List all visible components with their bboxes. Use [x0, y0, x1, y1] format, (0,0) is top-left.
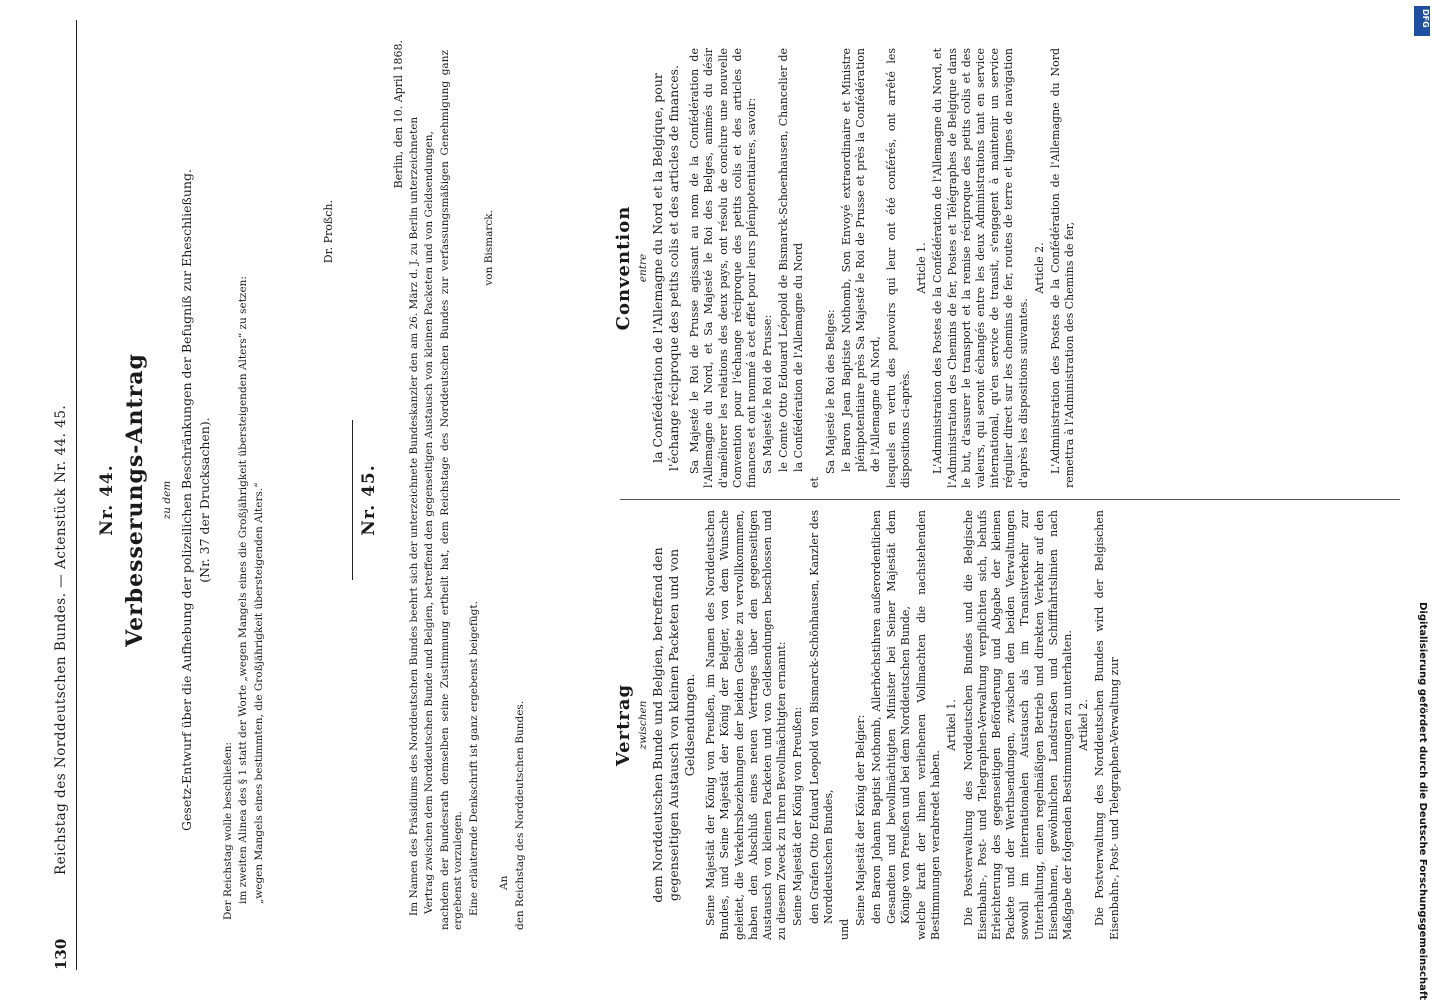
- vertrag-article-1: Die Postverwaltung des Norddeutschen Bundes und die Belgische Eisenbahn-, Post- und Telegraphen-Verwaltung verpflichten sich, behufs Erleichterung des gegenseitigen Beförderung und Abgabe der kleinen Packete und der Werthsendungen, zwischen den beiden Verwaltungen sowohl im internationalen Austausch als im Transitverkehr zur Unterhaltung, einen regelmäßigen Betrieb und direkten Verkehr auf den Eisenbahnen, gewöhnlichen Landstraßen und Schifffahrtslinien nach Maßgabe der folgenden Bestimmungen zu unterhalten.: [961, 510, 1075, 940]
- convention-article-1: L'Administration des Postes de la Confédération de l'Allemagne du Nord, et l'Administration des Chemins de fer, Postes et Télégraphes de Belgique dans le but, d'assurer le transport et la remise réciproque des petits colis et des valeurs, qui seront échangés entre les deux Administrations tant en service international, qu'en service de transit, s'engagent à maintenir un service régulier direct sur les chemins de fer, routes de terre et lignes de navigation d'après les dispositions suivantes.: [931, 48, 1030, 488]
- nr45-addressee-an: An: [498, 875, 511, 890]
- german-column: [612, 510, 1124, 940]
- nr44-heading: Verbesserungs-Antrag: [122, 353, 148, 647]
- convention-prussia-label: Sa Majesté le Roi de Prusse:: [761, 314, 775, 474]
- nr44-zu: zu dem: [161, 480, 173, 520]
- header-rule: [76, 20, 77, 970]
- page-number: 130: [52, 938, 70, 970]
- vertrag-belgium-plenipotentiary: den Baron Johann Baptist Nothomb, Allerhöchstihren außerordentlichen Gesandten und bevollmächtigten Minister bei Seiner Majestät dem Könige von Preußen und bei dem Norddeutschen Bunde,: [870, 510, 912, 924]
- vertrag-article-2-title: Artikel 2.: [1077, 699, 1091, 751]
- nr44-body-line: „wegen Mangels eines bestimmten, die Großjährigkeit übersteigenden Alters.“: [252, 482, 265, 904]
- convention-title: Convention: [613, 205, 634, 331]
- digitization-sidebar: [1400, 0, 1432, 1000]
- vertrag-vollmachten: welche kraft der ihnen verliehenen Vollmachten die nachstehenden Bestimmungen verabredet haben.: [915, 510, 943, 940]
- running-header: [52, 20, 76, 970]
- french-column: [612, 48, 1079, 488]
- nr45-body-line: Im Namen des Präsidiums des Norddeutschen Bundes beehrt sich der unterzeichnete Bundeskanzler den am 26. März d. J. zu Berlin unterzeichneten: [408, 116, 420, 916]
- vertrag-belgium-label: Seine Majestät der König der Belgier:: [854, 714, 868, 926]
- vertrag-subtitle: dem Norddeutschen Bunde und Belgien, betreffend den gegenseitigen Austausch von kleinen Packeten und von Geldsendungen.: [650, 547, 698, 903]
- convention-article-2: L'Administration des Postes de la Confédération de l'Allemagne du Nord remettra à l'Administration des Chemins de fer,: [1049, 48, 1077, 488]
- convention-prussia-plenipotentiary: le Comte Otto Edouard Léopold de Bismarck-Schoenhausen, Chancelier de la Confédération de l'Allemagne du Nord: [777, 48, 805, 472]
- nr44-reference: (Nr. 37 der Drucksachen).: [197, 417, 212, 583]
- nr45-body-line: nachdem der Bundesrath demselben seine Zustimmung ertheilt hat, dem Reichstage des Norddeutschen Bundes zur verfassungsmäßigen Genehmigung ganz ergebenst vorzulegen.: [438, 50, 465, 930]
- section-divider: [352, 420, 353, 580]
- header-title: Reichstag des Norddeutschen Bundes. — Actenstück Nr. 44. 45.: [53, 404, 69, 875]
- convention-belgium-plenipotentiary: le Baron Jean Baptiste Nothomb, Son Envoyé extraordinaire et Ministre plénipotentiaire près Sa Majesté le Roi de Prusse et près la Confédération de l'Allemagne du Nord,: [840, 48, 882, 472]
- convention-et: et: [807, 477, 821, 488]
- convention-entre: entre: [637, 253, 649, 283]
- convention-belgium-label: Sa Majesté le Roi des Belges:: [824, 309, 838, 474]
- nr45-place-date: Berlin, den 10. April 1868.: [392, 40, 405, 189]
- column-divider: [620, 499, 1400, 500]
- nr45-addressee: den Reichstag des Norddeutschen Bundes.: [513, 700, 526, 930]
- nr44-body-line: Der Reichstag wolle beschließen:: [222, 741, 234, 920]
- nr44-body: [222, 60, 268, 920]
- convention-article-1-title: Article 1.: [915, 242, 929, 294]
- nr45-body-line: Vertrag zwischen dem Norddeutschen Bunde und Belgien, betreffend den gegenseitigen Austausch von kleinen Packeten und von Geldsendungen,: [423, 131, 436, 914]
- vertrag-zwischen: zwischen: [637, 700, 649, 750]
- vertrag-article-2: Die Postverwaltung des Norddeutschen Bundes wird der Belgischen Eisenbahn-, Post- und Telegraphen-Verwaltung zur: [1093, 510, 1121, 940]
- vertrag-preamble: Seine Majestät der König von Preußen, im Namen des Norddeutschen Bundes, und Seine Majestät der König der Belgier, von dem Wunsche geleitet, die Verkehrsbeziehungen der beiden Gebiete zu vervollkommnen, haben den Abschluß eines neuen Vertrages über den gegenseitigen Austausch von kleinen Packeten und von Geldsendungen beschlossen und zu diesem Zweck zu Ihren Bevollmächtigten ernannt:: [704, 510, 789, 940]
- nr45-number: Nr. 45.: [359, 464, 379, 536]
- nr44-body-line: im zweiten Alinea des § 1 statt der Worte „wegen Mangels eines die Großjährigkeit übersteigenden Alters“ zu setzen:: [237, 276, 250, 904]
- vertrag-und: und: [838, 918, 852, 940]
- nr45-signature: von Bismarck.: [483, 210, 496, 286]
- convention-article-2-title: Article 2.: [1032, 242, 1046, 294]
- vertrag-article-1-title: Artikel 1.: [945, 699, 959, 751]
- dfg-logo-text: DFG: [1421, 9, 1430, 28]
- dfg-logo-icon: [1414, 6, 1430, 36]
- nr45-body: [408, 50, 529, 930]
- nr44-signature: Dr. Proßch.: [322, 200, 335, 264]
- convention-preamble: Sa Majesté le Roi de Prusse agissant au nom de la Confédération de l'Allemagne du Nord, et Sa Majesté le Roi des Belges, animés du désir d'améliorer les relations des deux pays, ont résolu de conclure une nouvelle Convention pour l'échange réciproque des petits colis et des articles de finances et ont nommé à cet effet pour leurs plénipotentiaires, savoir:: [688, 48, 759, 488]
- nr44-number: Nr. 44.: [97, 464, 117, 536]
- convention-subtitle: la Confédération de l'Allemagne du Nord et la Belgique, pour l'échange réciproque des petits colis et des articles de finances.: [650, 64, 682, 472]
- vertrag-prussia-plenipotentiary: den Grafen Otto Eduard Leopold von Bismarck-Schönhausen, Kanzler des Norddeutschen Bundes,: [807, 510, 835, 924]
- convention-pouvoirs: lesquels en vertu des pouvoirs qui leur ont été conférés, ont arrêté les dispositions ci-après.: [884, 48, 913, 488]
- nr45-body-line: Eine erläuternde Denkschrift ist ganz ergebenst beigefügt.: [467, 601, 480, 916]
- vertrag-title: Vertrag: [613, 683, 634, 767]
- digitization-credit: Digitalisierung gefördert durch die Deutsche Forschungsgemeinschaft: [1417, 602, 1428, 1000]
- nr44-subject: Gesetz-Entwurf über die Aufhebung der polizeilichen Beschränkungen der Befugniß zur Eheschließung.: [179, 169, 194, 831]
- vertrag-prussia-label: Seine Majestät der König von Preußen:: [791, 706, 805, 926]
